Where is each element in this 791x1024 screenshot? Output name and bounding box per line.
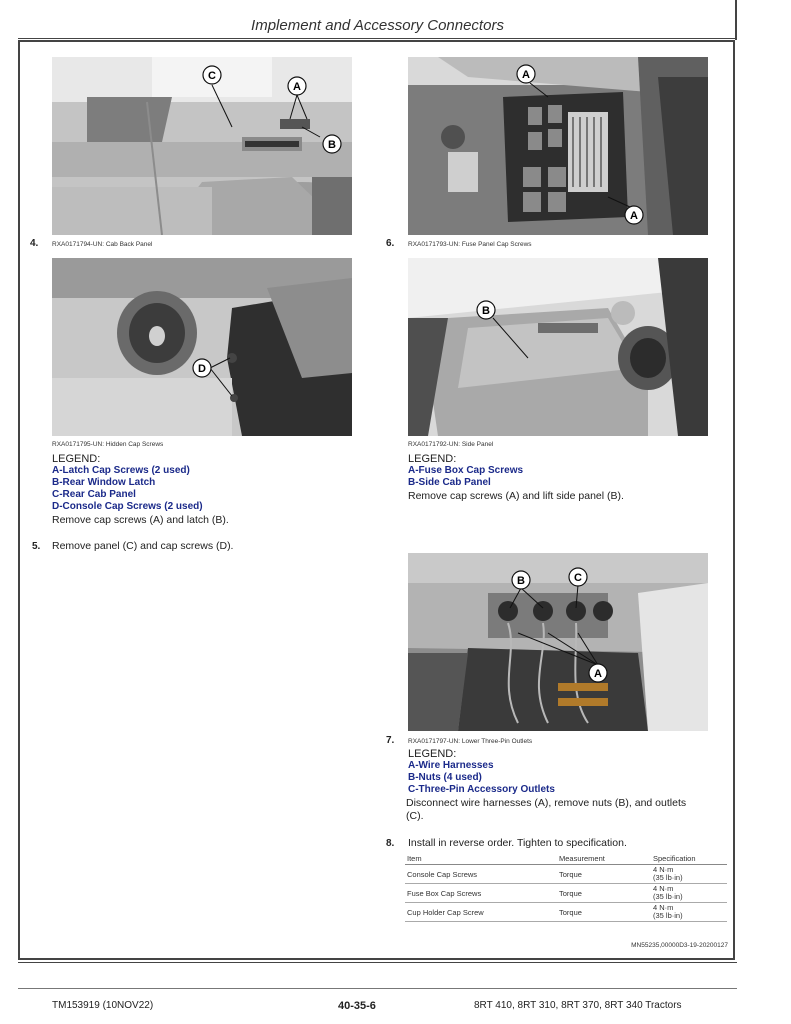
cell-item: Fuse Box Cap Screws	[405, 884, 557, 903]
photo-caption: RXA0171792-UN: Side Panel	[408, 441, 494, 448]
callout-c-marker	[203, 66, 221, 84]
legend-list	[408, 760, 555, 796]
spec-metric: 4 N·m	[653, 865, 674, 874]
callouts-three-pin-outlets	[408, 553, 708, 731]
page-header-title: Implement and Accessory Connectors	[251, 17, 504, 34]
legend-item: C-Three-Pin Accessory Outlets	[408, 784, 555, 795]
column-header-item: Item	[405, 853, 557, 865]
legend-title: LEGEND:	[52, 453, 101, 465]
spec-imperial: (35 lb·in)	[653, 892, 683, 901]
cell-measurement: Torque	[557, 884, 651, 903]
callouts-cab-back-panel	[52, 57, 352, 235]
callout-a-marker	[288, 77, 306, 95]
table-row	[405, 903, 727, 922]
footer-rule	[18, 988, 737, 989]
callout-b-marker	[323, 135, 341, 153]
callout-label: B	[517, 575, 525, 587]
callouts-fuse-panel	[408, 57, 708, 235]
legend-item: D-Console Cap Screws (2 used)	[52, 501, 203, 512]
instruction-text: Remove cap screws (A) and lift side panel (B).	[408, 490, 624, 502]
step-number: 6.	[386, 238, 395, 249]
step-number: 8.	[386, 838, 395, 849]
callout-b-marker	[477, 301, 495, 319]
legend-item: A-Latch Cap Screws (2 used)	[52, 465, 190, 476]
legend-item: A-Wire Harnesses	[408, 760, 494, 771]
photo-caption: RXA0171797-UN: Lower Three-Pin Outlets	[408, 738, 533, 745]
instruction-text	[406, 797, 731, 823]
instruction-text: Install in reverse order. Tighten to specification.	[408, 837, 627, 849]
legend-list	[408, 465, 523, 489]
callout-label: B	[482, 305, 490, 317]
legend-item: C-Rear Cab Panel	[52, 489, 136, 500]
legend-list	[52, 465, 203, 513]
photo-caption: RXA0171793-UN: Fuse Panel Cap Screws	[408, 241, 532, 248]
callout-b-marker	[512, 571, 530, 589]
callouts-side-panel	[408, 258, 708, 436]
cell-specification	[651, 865, 727, 884]
step-number: 5.	[32, 541, 41, 552]
callout-label: C	[574, 572, 582, 584]
callout-label: D	[198, 363, 206, 375]
instruction-text: Remove panel (C) and cap screws (D).	[52, 540, 234, 552]
photo-caption: RXA0171794-UN: Cab Back Panel	[52, 241, 153, 248]
legend-title: LEGEND:	[408, 748, 457, 760]
cell-specification	[651, 884, 727, 903]
callout-label: C	[208, 70, 216, 82]
callout-label: A	[594, 668, 602, 680]
callouts-hidden-cap-screws	[52, 258, 352, 436]
step-number: 7.	[386, 735, 395, 746]
cell-item: Console Cap Screws	[405, 865, 557, 884]
instruction-line: Disconnect wire harnesses (A), remove nuts (B), and outlets	[406, 797, 687, 809]
legend-item: B-Nuts (4 used)	[408, 772, 482, 783]
cell-measurement: Torque	[557, 903, 651, 922]
callout-a-marker	[625, 206, 643, 224]
table-row	[405, 884, 727, 903]
photo-caption: RXA0171795-UN: Hidden Cap Screws	[52, 441, 164, 448]
step-number: 4.	[30, 238, 39, 249]
cell-specification	[651, 903, 727, 922]
table-header-row	[405, 853, 727, 865]
callout-label: A	[293, 81, 301, 93]
column-header-measurement: Measurement	[557, 853, 651, 865]
legend-item: A-Fuse Box Cap Screws	[408, 465, 524, 476]
callout-label: B	[328, 139, 336, 151]
frame-rule	[18, 38, 737, 39]
cell-measurement: Torque	[557, 865, 651, 884]
column-header-specification: Specification	[651, 853, 727, 865]
spec-imperial: (35 lb·in)	[653, 911, 683, 920]
footer-model-list: 8RT 410, 8RT 310, 8RT 370, 8RT 340 Tractors	[474, 1000, 682, 1011]
callout-c-marker	[569, 568, 587, 586]
table-row	[405, 865, 727, 884]
legend-item: B-Rear Window Latch	[52, 477, 156, 488]
callout-label: A	[630, 210, 638, 222]
instruction-line: (C).	[406, 810, 424, 822]
document-code: MN55235,00000D3-19-20200127	[631, 942, 728, 949]
callout-d-marker	[193, 359, 211, 377]
callout-label: A	[522, 69, 530, 81]
legend-item: B-Side Cab Panel	[408, 477, 491, 488]
callout-a-marker	[589, 664, 607, 682]
cell-item: Cup Holder Cap Screw	[405, 903, 557, 922]
instruction-text: Remove cap screws (A) and latch (B).	[52, 514, 229, 526]
footer-manual-id: TM153919 (10NOV22)	[52, 1000, 154, 1011]
frame-rule	[18, 962, 737, 963]
legend-title: LEGEND:	[408, 453, 457, 465]
spec-metric: 4 N·m	[653, 884, 674, 893]
footer-page-number: 40-35-6	[338, 1000, 376, 1012]
spec-metric: 4 N·m	[653, 903, 674, 912]
torque-spec-table	[405, 853, 727, 922]
spec-imperial: (35 lb·in)	[653, 873, 683, 882]
callout-a-marker	[517, 65, 535, 83]
